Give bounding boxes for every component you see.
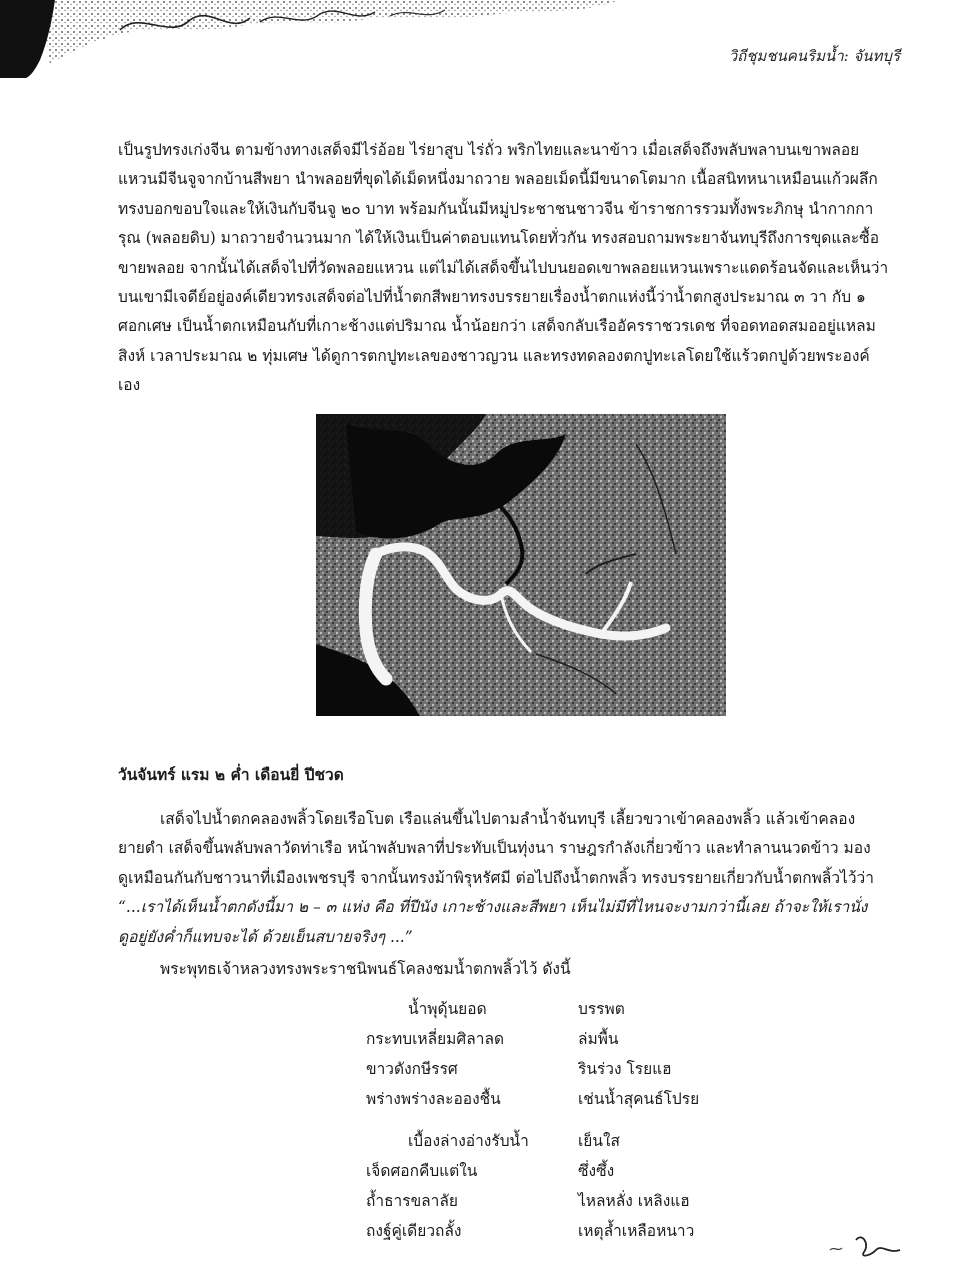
paragraph-2: [118, 805, 904, 952]
page-number: 5: [14, 20, 33, 50]
poem-row: [366, 1026, 726, 1056]
poem-verse-left: น้ำพุดุ้นยอด: [408, 1000, 487, 1018]
text-line: ดูเหมือนกันกับชาวนาที่เมืองเพชรบุรี จากนั้นทรงม้าพิรุหรัศมี ต่อไปถึงน้ำตกพลิ้ว ทรงบรรยายเกี่ยวกับน้ำตกพลิ้วไว้ว่า: [118, 868, 874, 887]
quote-line: ดูอยู่ยังค่ำก็แทบจะได้ ด้วยเย็นสบายจริงๆ ...”: [118, 927, 413, 946]
text-line: เสด็จไปน้ำตกคลองพลิ้วโดยเรือโบต เรือแล่นขึ้นไปตามลำน้ำจันทบุรี เลี้ยวขวาเข้าคลองพลิ้ว แล้วเข้าคลอง: [160, 810, 856, 828]
poem-verse-left: ถ้ำธารขลาลัย: [366, 1192, 458, 1210]
poem-verse-right: ล่มพื้น: [578, 1030, 619, 1048]
page-header-title: วิถีชุมชนคนริมน้ำ: จันทบุรี: [728, 47, 900, 65]
handwritten-signature: [826, 1226, 906, 1266]
poem-verse-left: ขาวดังกษีรรศ: [366, 1060, 458, 1078]
text-line: รุณ (พลอยดิบ) มาถวายจำนวนมาก ได้ให้เงินเป็นค่าตอบแทนโดยทั่วกัน ทรงสอบถามพระยาจันทบุรีถึงการขุดและซื้อ: [118, 229, 880, 248]
poem-verse-left: เจ็ดศอกคืบแต่ใน: [366, 1162, 478, 1180]
poem-stanza-2: [366, 1128, 726, 1248]
poem-stanza-1: [366, 996, 726, 1116]
header-ornament: [0, 0, 620, 78]
poem-verse-right: เช่นน้ำสุคนธ์โปรย: [578, 1090, 700, 1108]
poem-verse-right: บรรพต: [578, 1000, 625, 1018]
poem-row: [366, 1056, 726, 1086]
poem-verse-left: เบื้องล่างอ่างรับน้ำ: [408, 1132, 529, 1150]
text-line: บนเขามีเจดีย์อยู่องค์เดียวทรงเสด็จต่อไปที่น้ำตกสีพยาทรงบรรยายเรื่องน้ำตกแห่งนี้ว่าน้ำตกสูงประมาณ ๓ วา กับ ๑: [118, 288, 866, 307]
text-line: สิงห์ เวลาประมาณ ๒ ทุ่มเศษ ได้ดูการตกปูทะเลของชาวญวน และทรงทดลองตกปูทะเลโดยใช้แร้วตกปูด้วยพระองค์: [118, 346, 870, 365]
poem-verse-right: เหตุล้ำเหลือหนาว: [578, 1222, 695, 1240]
poem-row: [366, 996, 726, 1026]
poem-row: [366, 1188, 726, 1218]
text-line: ศอกเศษ เป็นน้ำตกเหมือนกับที่เกาะช้างแต่ปริมาณ น้ำน้อยกว่า เสด็จกลับเรืออัครราชวรเดช ที่จอดทอดสมออยู่แหลม: [118, 317, 876, 336]
poem-verse-right: ไหลหลั่ง เหลิงแฮ: [578, 1192, 690, 1210]
poem-row: [366, 1086, 726, 1116]
poem-verse-left: พร่างพร่างละอองชื้น: [366, 1090, 501, 1108]
paragraph-1: [118, 136, 904, 401]
poem-verse-right: รินร่วง โรยแฮ: [578, 1060, 672, 1078]
text-line: ยายดำ เสด็จขึ้นพลับพลาวัดท่าเรือ หน้าพลับพลาที่ประทับเป็นทุ่งนา ราษฎรกำลังเกี่ยวข้าว และทำลานนวดข้าว มอง: [118, 839, 871, 858]
poem-verse-right: เย็นใส: [578, 1132, 621, 1150]
poem-row: [366, 1128, 726, 1158]
text-line: เอง: [118, 376, 141, 395]
poem-verse-right: ซึ่งซึ้ง: [578, 1162, 615, 1180]
poem-row: [366, 1158, 726, 1188]
date-heading: วันจันทร์ แรม ๒ ค่ำ เดือนยี่ ปีชวด: [118, 765, 344, 784]
poem-row: [366, 1218, 726, 1248]
poem-intro: พระพุทธเจ้าหลวงทรงพระราชนิพนธ์โคลงชมน้ำตกพลิ้วไว้ ดังนี้: [160, 960, 571, 978]
text-line: แหวนมีจีนจูจากบ้านสีพยา นำพลอยที่ขุดได้เม็ดหนึ่งมาถวาย พลอยเม็ดนี้มีขนาดโตมาก เนื้อสนิทหนาเหมือนแก้วผลึก: [118, 170, 878, 189]
quote-line: “...เราได้เห็นน้ำตกดังนี้มา ๒ – ๓ แห่ง คือ ที่ปีนัง เกาะช้างและสีพยา เห็นไม่มีที่ไหนจะงามกว่านี้เลย ถ้าจะให้เรานั่ง: [118, 898, 868, 917]
poem-verse-left: ถงฐ์คู่เดียวถลั้ง: [366, 1222, 462, 1240]
river-map-image: [316, 414, 726, 716]
text-line: ขายพลอย จากนั้นได้เสด็จไปที่วัดพลอยแหวน แต่ไม่ได้เสด็จขึ้นไปบนยอดเขาพลอยแหวนเพราะแดดร้อนจัดและเห็นว่า: [118, 258, 889, 277]
text-line: ทรงบอกขอบใจและให้เงินกับจีนจู ๒๐ บาท พร้อมกันนั้นมีหมู่ประชาชนชาวจีน ข้าราชการรวมทั้งพระภิกษุ นำกากกา: [118, 199, 874, 218]
text-line: เป็นรูปทรงเก่งจีน ตามข้างทางเสด็จมีไร่อ้อย ไร่ยาสูบ ไร่ถั่ว พริกไทยและนาข้าว เมื่อเสด็จถึงพลับพลาบนเขาพลอย: [118, 141, 860, 159]
poem-verse-left: กระทบเหลี่ยมศิลาลด: [366, 1030, 505, 1048]
